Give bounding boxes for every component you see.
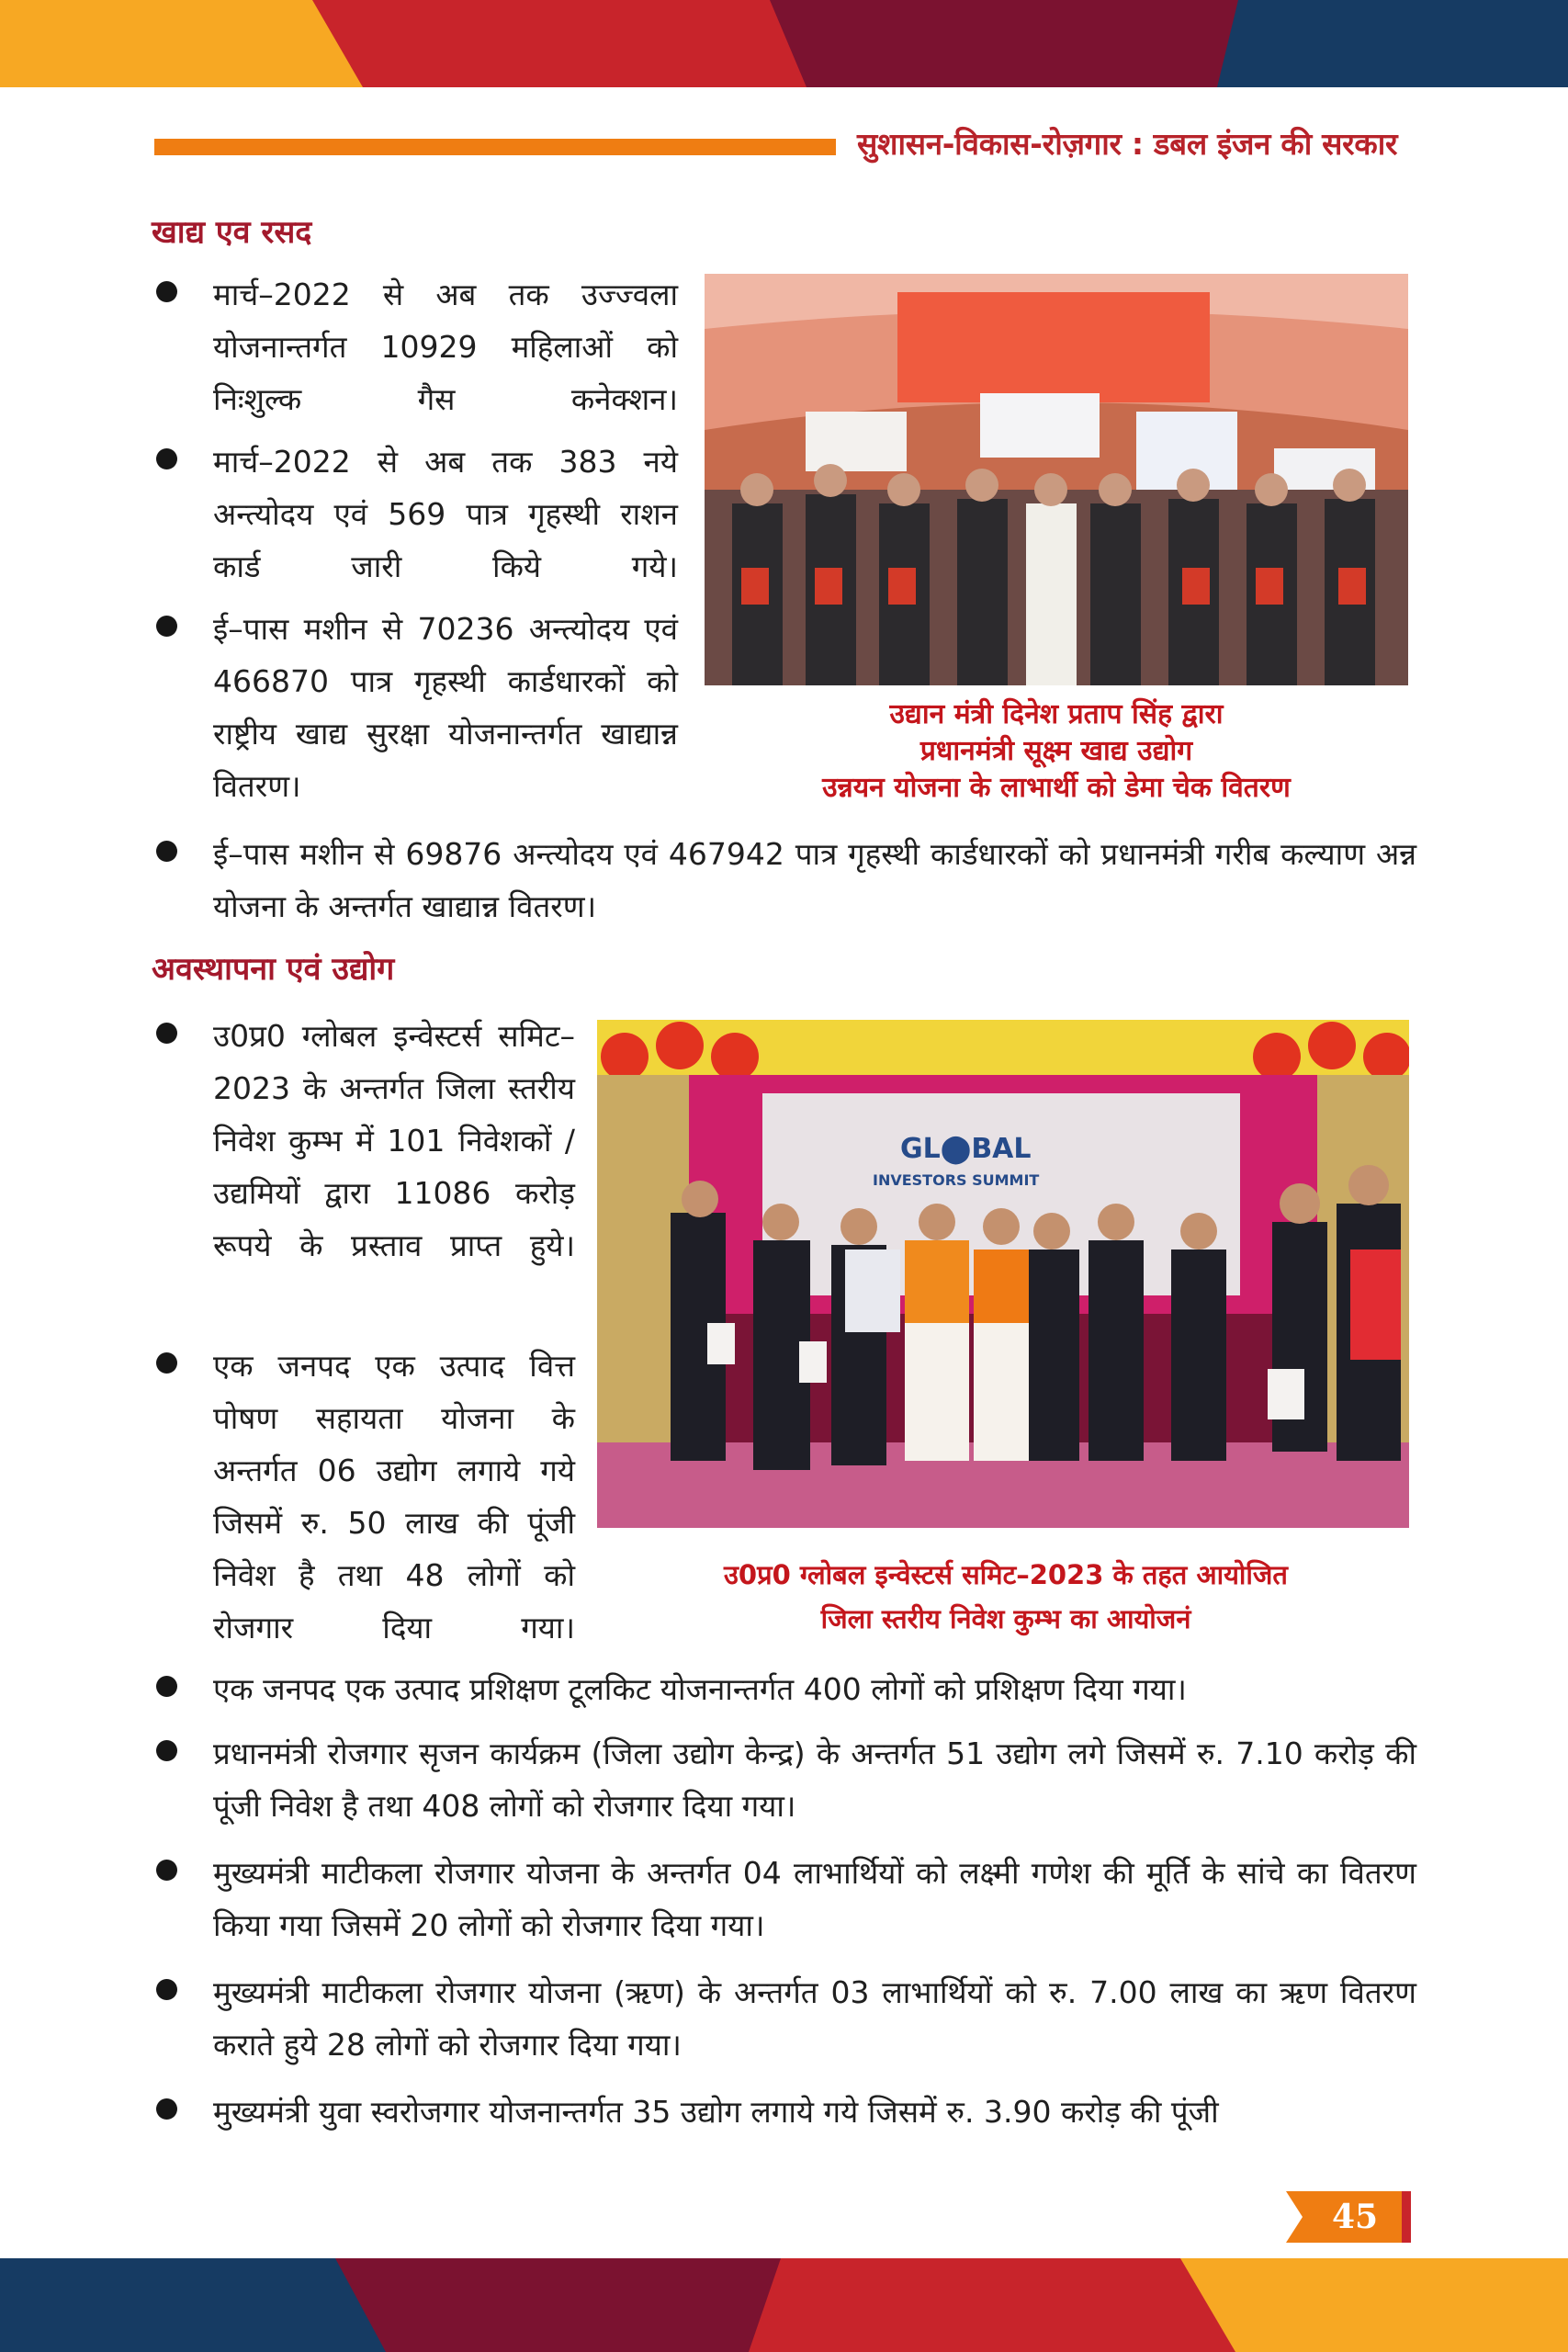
photo-caption-2: [606, 1553, 1405, 1641]
list-item: मुख्यमंत्री माटीकला रोजगार योजना (ऋण) के अन्तर्गत 03 लाभार्थियों को रु. 7.00 लाख का ऋण वितरण कराते हुये 28 लोगों को रोजगार दिया गया।: [213, 1974, 1416, 2063]
bullet-icon: [156, 1352, 177, 1374]
list-item: उ0प्र0 ग्लोबल इन्वेस्टर्स समिट–2023 के अन्तर्गत जिला स्तरीय निवेश कुम्भ में 101 निवेशकों / उद्यमियों द्वारा 11086 करोड़ रूपये के प्रस्ताव प्राप्त हुये।: [213, 1018, 575, 1263]
event-photo-cheque-distribution: [705, 274, 1408, 685]
list-item: मार्च–2022 से अब तक 383 नये अन्त्योदय एवं 569 पात्र गृहस्थी राशन कार्ड जारी किये गये।: [213, 444, 678, 584]
caption-line: प्रधानमंत्री सूक्ष्म खाद्य उद्योग: [919, 735, 1193, 767]
list-item: एक जनपद एक उत्पाद वित्त पोषण सहायता योजना के अन्तर्गत 06 उद्योग लगाये गये जिसमें रु. 50 लाख की पूंजी निवेश है तथा 48 लोगों को रोजगार दिया गया।: [213, 1348, 575, 1645]
photo-banner-global: GL⬤BAL: [900, 1133, 1032, 1165]
bullet-icon: [156, 281, 177, 302]
bullet-icon: [156, 841, 177, 862]
section-heading-food: खाद्य एव रसद: [152, 214, 312, 251]
bullet-icon: [156, 1740, 177, 1761]
list-item: प्रधानमंत्री रोजगार सृजन कार्यक्रम (जिला उद्योग केन्द्र) के अन्तर्गत 51 उद्योग लगे जिसमें रु. 7.10 करोड़ की पूंजी निवेश है तथा 408 लोगों को रोजगार दिया गया।: [213, 1736, 1416, 1824]
bullet-icon: [156, 1979, 177, 2000]
header-rule: [154, 139, 836, 155]
page-number: 45: [1331, 2198, 1379, 2236]
bullet-icon: [156, 448, 177, 469]
caption-line: जिला स्तरीय निवेश कुम्भ का आयोजनं: [820, 1603, 1191, 1634]
list-item: ई–पास मशीन से 70236 अन्त्योदय एवं 466870 पात्र गृहस्थी कार्डधारकों को राष्ट्रीय खाद्य सुरक्षा योजनान्तर्गत खाद्यान्न वितरण।: [213, 611, 678, 804]
list-item: मार्च–2022 से अब तक उज्ज्वला योजनान्तर्गत 10929 महिलाओं को निःशुल्क गैस कनेक्शन।: [213, 277, 678, 417]
bullet-icon: [156, 1676, 177, 1697]
photo-banner-summit: INVESTORS SUMMIT: [873, 1171, 1040, 1189]
bottom-decorative-band: [0, 2258, 1568, 2352]
top-decorative-band: [0, 0, 1568, 87]
caption-line: उ0प्र0 ग्लोबल इन्वेस्टर्स समिट–2023 के तहत आयोजित: [724, 1559, 1288, 1590]
section-heading-industry: अवस्थापना एवं उद्योग: [152, 951, 395, 988]
bullet-icon: [156, 616, 177, 637]
bullet-icon: [156, 1860, 177, 1881]
list-item: एक जनपद एक उत्पाद प्रशिक्षण टूलकिट योजनान्तर्गत 400 लोगों को प्रशिक्षण दिया गया।: [213, 1671, 1187, 1707]
header-title: सुशासन-विकास-रोज़गार : डबल इंजन की सरकार: [857, 126, 1398, 162]
event-photo-investors-summit: [597, 1020, 1409, 1528]
bullet-icon: [156, 1023, 177, 1044]
list-item: मुख्यमंत्री युवा स्वरोजगार योजनान्तर्गत 35 उद्योग लगाये गये जिसमें रु. 3.90 करोड़ की पूंजी: [213, 2094, 1219, 2130]
photo-caption-1: [707, 696, 1405, 807]
bullet-icon: [156, 2098, 177, 2120]
caption-line: उद्यान मंत्री दिनेश प्रताप सिंह द्वारा: [889, 698, 1224, 730]
list-item: ई–पास मशीन से 69876 अन्त्योदय एवं 467942 पात्र गृहस्थी कार्डधारकों को प्रधानमंत्री गरीब कल्याण अन्न योजना के अन्तर्गत खाद्यान्न वितरण।: [213, 836, 1416, 924]
list-item: मुख्यमंत्री माटीकला रोजगार योजना के अन्तर्गत 04 लाभार्थियों को लक्ष्मी गणेश की मूर्ति के सांचे का वितरण किया गया जिसमें 20 लोगों को रोजगार दिया गया।: [213, 1855, 1416, 1943]
caption-line: उन्नयन योजना के लाभार्थी को डेमा चेक वितरण: [822, 772, 1291, 804]
